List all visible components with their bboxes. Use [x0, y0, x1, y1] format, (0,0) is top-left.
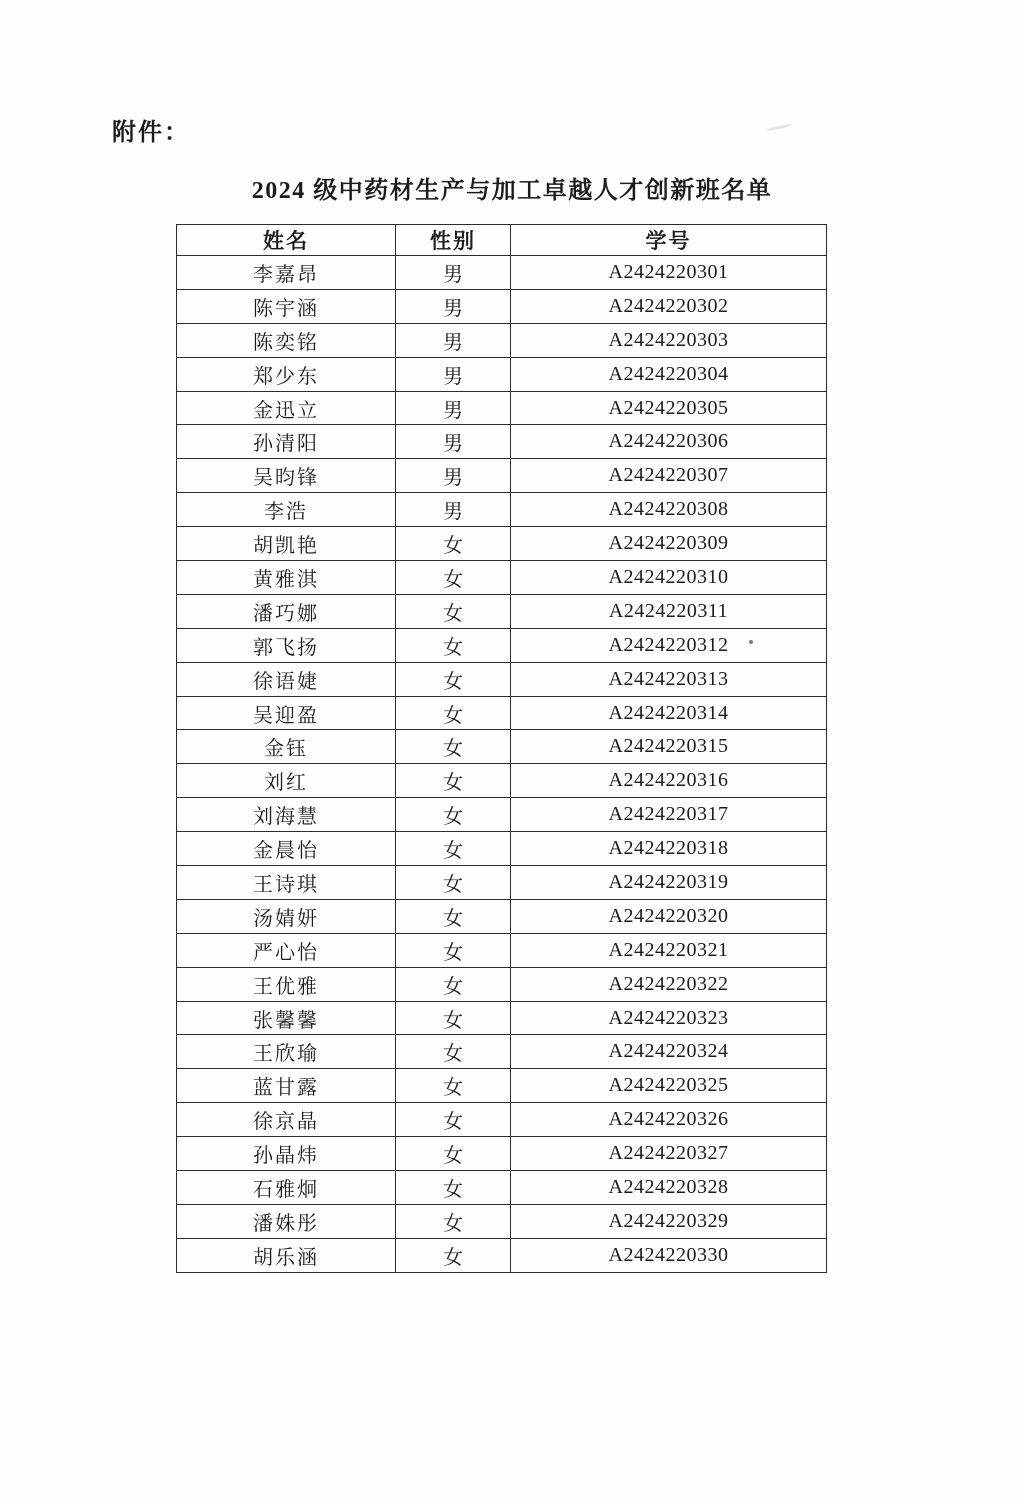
table-row: [177, 425, 827, 459]
name-cell: 徐语婕: [177, 662, 396, 696]
student-id-cell: A2424220308: [511, 493, 827, 527]
student-id-cell: A2424220314: [511, 696, 827, 730]
name-cell: 张馨馨: [177, 1001, 396, 1035]
gender-cell: 女: [396, 899, 511, 933]
gender-cell: 女: [396, 628, 511, 662]
name-cell: 金晨怡: [177, 832, 396, 866]
gender-cell: 女: [396, 1137, 511, 1171]
gender-cell: 男: [396, 357, 511, 391]
table-row: [177, 730, 827, 764]
student-id-cell: A2424220327: [511, 1137, 827, 1171]
page-title: 2024 级中药材生产与加工卓越人才创新班名单: [251, 178, 773, 204]
gender-cell: 女: [396, 1238, 511, 1272]
scan-smudge: [766, 123, 792, 131]
table-row: [177, 594, 827, 628]
table-row: [177, 866, 827, 900]
table-row: [177, 798, 827, 832]
name-cell: 王优雅: [177, 967, 396, 1001]
student-id-cell: A2424220325: [511, 1069, 827, 1103]
name-cell: 潘巧娜: [177, 594, 396, 628]
gender-cell: 男: [396, 493, 511, 527]
student-id-cell: A2424220309: [511, 527, 827, 561]
name-cell: 陈奕铭: [177, 323, 396, 357]
student-id-cell: A2424220313: [511, 662, 827, 696]
name-cell: 郑少东: [177, 357, 396, 391]
student-id-cell: A2424220329: [511, 1204, 827, 1238]
gender-cell: 男: [396, 323, 511, 357]
student-id-cell: A2424220305: [511, 391, 827, 425]
table-row: [177, 289, 827, 323]
roster-table: [176, 224, 827, 1273]
gender-cell: 男: [396, 256, 511, 290]
table-row: [177, 561, 827, 595]
table-row: [177, 391, 827, 425]
table-row: [177, 628, 827, 662]
student-id-cell: A2424220326: [511, 1103, 827, 1137]
student-id-cell: A2424220303: [511, 323, 827, 357]
gender-cell: 女: [396, 967, 511, 1001]
table-row: [177, 1035, 827, 1069]
student-id-cell: A2424220317: [511, 798, 827, 832]
student-id-cell: A2424220319: [511, 866, 827, 900]
student-id-cell: A2424220318: [511, 832, 827, 866]
student-id-cell: A2424220302: [511, 289, 827, 323]
name-cell: 胡凯艳: [177, 527, 396, 561]
gender-cell: 女: [396, 933, 511, 967]
table-row: [177, 764, 827, 798]
student-id-cell: A2424220312: [511, 628, 827, 662]
name-cell: 李浩: [177, 493, 396, 527]
name-cell: 李嘉昂: [177, 256, 396, 290]
gender-cell: 女: [396, 1001, 511, 1035]
gender-cell: 女: [396, 1069, 511, 1103]
gender-cell: 女: [396, 832, 511, 866]
gender-cell: 女: [396, 696, 511, 730]
gender-cell: 女: [396, 662, 511, 696]
student-id-cell: A2424220316: [511, 764, 827, 798]
name-cell: 孙清阳: [177, 425, 396, 459]
gender-cell: 女: [396, 764, 511, 798]
table-row: [177, 967, 827, 1001]
student-id-cell: A2424220310: [511, 561, 827, 595]
table-row: [177, 696, 827, 730]
name-cell: 黄雅淇: [177, 561, 396, 595]
name-cell: 石雅炯: [177, 1171, 396, 1205]
name-cell: 汤婧妍: [177, 899, 396, 933]
name-cell: 潘姝彤: [177, 1204, 396, 1238]
name-cell: 陈宇涵: [177, 289, 396, 323]
header-row: [177, 225, 827, 256]
student-id-cell: A2424220315: [511, 730, 827, 764]
student-id-cell: A2424220330: [511, 1238, 827, 1272]
gender-cell: 女: [396, 1204, 511, 1238]
student-id-cell: A2424220322: [511, 967, 827, 1001]
scan-speck: [749, 640, 753, 644]
student-id-cell: A2424220320: [511, 899, 827, 933]
name-cell: 吴迎盈: [177, 696, 396, 730]
student-id-cell: A2424220304: [511, 357, 827, 391]
table-row: [177, 662, 827, 696]
table-row: [177, 459, 827, 493]
student-id-cell: A2424220307: [511, 459, 827, 493]
gender-cell: 女: [396, 1035, 511, 1069]
name-cell: 孙晶炜: [177, 1137, 396, 1171]
student-id-cell: A2424220324: [511, 1035, 827, 1069]
gender-cell: 女: [396, 594, 511, 628]
table-row: [177, 1137, 827, 1171]
name-cell: 郭飞扬: [177, 628, 396, 662]
gender-cell: 男: [396, 425, 511, 459]
student-id-cell: A2424220311: [511, 594, 827, 628]
name-cell: 王欣瑜: [177, 1035, 396, 1069]
table-row: [177, 1238, 827, 1272]
student-id-cell: A2424220323: [511, 1001, 827, 1035]
table-row: [177, 1103, 827, 1137]
table-row: [177, 493, 827, 527]
name-cell: 金钰: [177, 730, 396, 764]
gender-cell: 女: [396, 798, 511, 832]
table-row: [177, 323, 827, 357]
attachment-label: 附件：: [112, 120, 190, 146]
student-id-cell: A2424220301: [511, 256, 827, 290]
table-row: [177, 1204, 827, 1238]
gender-cell: 男: [396, 459, 511, 493]
name-cell: 刘海慧: [177, 798, 396, 832]
table-row: [177, 527, 827, 561]
student-id-cell: A2424220321: [511, 933, 827, 967]
student-id-cell: A2424220306: [511, 425, 827, 459]
roster-table-body: [177, 256, 827, 1273]
header-gender: 性别: [396, 225, 511, 256]
table-row: [177, 832, 827, 866]
table-row: [177, 1069, 827, 1103]
table-row: [177, 1001, 827, 1035]
table-row: [177, 357, 827, 391]
name-cell: 徐京晶: [177, 1103, 396, 1137]
name-cell: 金迅立: [177, 391, 396, 425]
gender-cell: 女: [396, 527, 511, 561]
name-cell: 吴昀锋: [177, 459, 396, 493]
table-row: [177, 256, 827, 290]
name-cell: 蓝甘露: [177, 1069, 396, 1103]
table-row: [177, 933, 827, 967]
name-cell: 王诗琪: [177, 866, 396, 900]
header-name: 姓名: [177, 225, 396, 256]
gender-cell: 女: [396, 866, 511, 900]
gender-cell: 男: [396, 391, 511, 425]
gender-cell: 女: [396, 561, 511, 595]
gender-cell: 男: [396, 289, 511, 323]
name-cell: 胡乐涵: [177, 1238, 396, 1272]
name-cell: 严心怡: [177, 933, 396, 967]
header-student-id: 学号: [511, 225, 827, 256]
gender-cell: 女: [396, 730, 511, 764]
gender-cell: 女: [396, 1171, 511, 1205]
name-cell: 刘红: [177, 764, 396, 798]
table-row: [177, 1171, 827, 1205]
table-row: [177, 899, 827, 933]
student-id-cell: A2424220328: [511, 1171, 827, 1205]
gender-cell: 女: [396, 1103, 511, 1137]
